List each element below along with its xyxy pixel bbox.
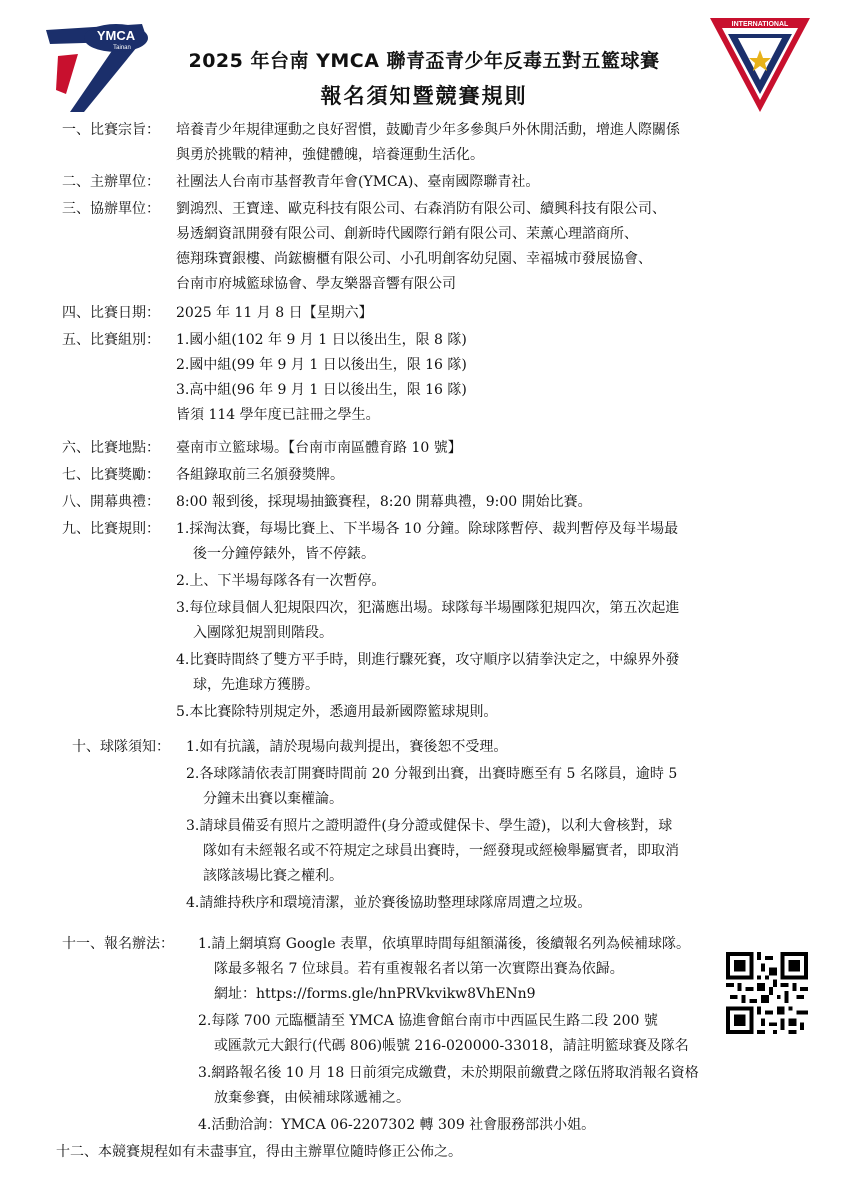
section-line: 3.網路報名後 10 月 18 日前須完成繳費，未於期限前繳費之隊伍將取消報名資格 [198, 1065, 699, 1081]
section-line: 球，先進球方獲勝。 [193, 677, 319, 693]
section-line: 該隊該場比賽之權利。 [203, 868, 343, 884]
section-line: 3.高中組(96 年 9 月 1 日以後出生，限 16 隊) [176, 382, 467, 398]
logo-left-text: YMCA [96, 28, 136, 43]
section-line: 隊如有未經報名或不符規定之球員出賽時，一經發現或經檢舉屬實者，即取消 [203, 843, 679, 859]
section-line: 1.國小組(102 年 9 月 1 日以後出生，限 8 隊) [176, 332, 467, 348]
page-subtitle: 報名須知暨競賽規則 [320, 84, 528, 108]
section-line: 劉鴻烈、王寶達、歐克科技有限公司、右森消防有限公司、續興科技有限公司、 [176, 201, 666, 217]
section-line: 分鐘未出賽以棄權論。 [203, 791, 343, 807]
section-label: 七、比賽獎勵： [62, 467, 160, 483]
section-line: 1.如有抗議，請於現場向裁判提出，賽後恕不受理。 [186, 739, 508, 755]
section-line: 4.請維持秩序和環境清潔，並於賽後協助整理球隊席周遭之垃圾。 [186, 895, 592, 911]
logo-left-sub: Tainan [113, 45, 131, 51]
section-line: 或匯款元大銀行(代碼 806)帳號 216-020000-33018，請註明籃球賽及隊名 [214, 1038, 689, 1054]
section-line: 4.活動洽詢：YMCA 06-2207302 轉 309 社會服務部洪小姐。 [198, 1117, 596, 1133]
section-line: 2.上、下半場每隊各有一次暫停。 [176, 573, 386, 589]
qr-code[interactable] [726, 952, 808, 1034]
section-label: 一、比賽宗旨： [62, 122, 160, 138]
section-label: 五、比賽組別： [62, 332, 160, 348]
section-line: 4.比賽時間終了雙方平手時，則進行驟死賽，攻守順序以猜拳決定之，中線界外發 [176, 652, 680, 668]
page-title: 2025 年台南 YMCA 聯青盃青少年反毒五對五籃球賽 [188, 50, 660, 72]
section-line: 台南市府城籃球協會、學友樂器音響有限公司 [176, 276, 456, 292]
section-line: 德翔珠寶銀樓、尚鋐櫥櫃有限公司、小孔明創客幼兒園、幸福城市發展協會、 [176, 251, 652, 267]
section-line: 後一分鐘停錶外，皆不停錶。 [193, 546, 375, 562]
section-line: 與勇於挑戰的精神，強健體魄，培養運動生活化。 [176, 147, 484, 163]
section-line: 易透網資訊開發有限公司、創新時代國際行銷有限公司、茉薰心理諮商所、 [176, 226, 638, 242]
section-line: 3.每位球員個人犯規限四次，犯滿應出場。球隊每半場團隊犯規四次，第五次起進 [176, 600, 680, 616]
section-line: 社團法人台南市基督教青年會(YMCA)、臺南國際聯青社。 [176, 174, 540, 190]
section-line: 各組錄取前三名頒發獎牌。 [176, 467, 344, 483]
section-line: 5.本比賽除特別規定外，悉適用最新國際籃球規則。 [176, 704, 498, 720]
section-label: 二、主辦單位： [62, 174, 160, 190]
section-line: 隊最多報名 7 位球員。若有重複報名者以第一次實際出賽為依歸。 [214, 961, 624, 977]
registration-url[interactable]: 網址：https://forms.gle/hnPRVkvikw8VhENn9 [214, 986, 536, 1002]
section-label: 六、比賽地點： [62, 440, 160, 456]
section-line: 2.各球隊請依表訂開賽時間前 20 分報到出賽，出賽時應至有 5 名隊員，逾時 5 [186, 766, 678, 782]
section-line: 1.採淘汰賽，每場比賽上、下半場各 10 分鐘。除球隊暫停、裁判暫停及每半場最 [176, 521, 679, 537]
section-line: 臺南市立籃球場。【台南市南區體育路 10 號】 [176, 440, 462, 456]
section-line: 入團隊犯規罰則階段。 [193, 625, 333, 641]
section-line: 1.請上網填寫 Google 表單，依填單時間每組額滿後，後續報名列為候補球隊。 [198, 936, 691, 952]
section-label: 十二、本競賽規程如有未盡事宜，得由主辦單位隨時修正公佈之。 [56, 1144, 462, 1160]
section-label: 十一、報名辦法： [62, 936, 174, 952]
section-line: 培養青少年規律運動之良好習慣，鼓勵青少年多參與戶外休閒活動，增進人際關係 [176, 122, 680, 138]
section-label: 四、比賽日期： [62, 305, 160, 321]
section-line: 2.每隊 700 元臨櫃請至 YMCA 協進會館台南市中西區民生路二段 200 號 [198, 1013, 658, 1029]
section-line: 2025 年 11 月 8 日【星期六】 [176, 305, 373, 321]
section-line: 8:00 報到後，採現場抽籤賽程，8:20 開幕典禮，9:00 開始比賽。 [176, 494, 592, 510]
section-label: 九、比賽規則： [62, 521, 160, 537]
section-line: 放棄參賽，由候補球隊遞補之。 [214, 1090, 410, 1106]
section-label: 八、開幕典禮： [62, 494, 160, 510]
section-line: 2.國中組(99 年 9 月 1 日以後出生，限 16 隊) [176, 357, 467, 373]
section-label: 十、球隊須知： [72, 739, 170, 755]
section-label: 三、協辦單位： [62, 201, 160, 217]
section-line: 皆須 114 學年度已註冊之學生。 [176, 407, 380, 423]
logo-right-text: INTERNATIONAL [731, 21, 789, 28]
section-line: 3.請球員備妥有照片之證明證件(身分證或健保卡、學生證)，以利大會核對，球 [186, 818, 673, 834]
